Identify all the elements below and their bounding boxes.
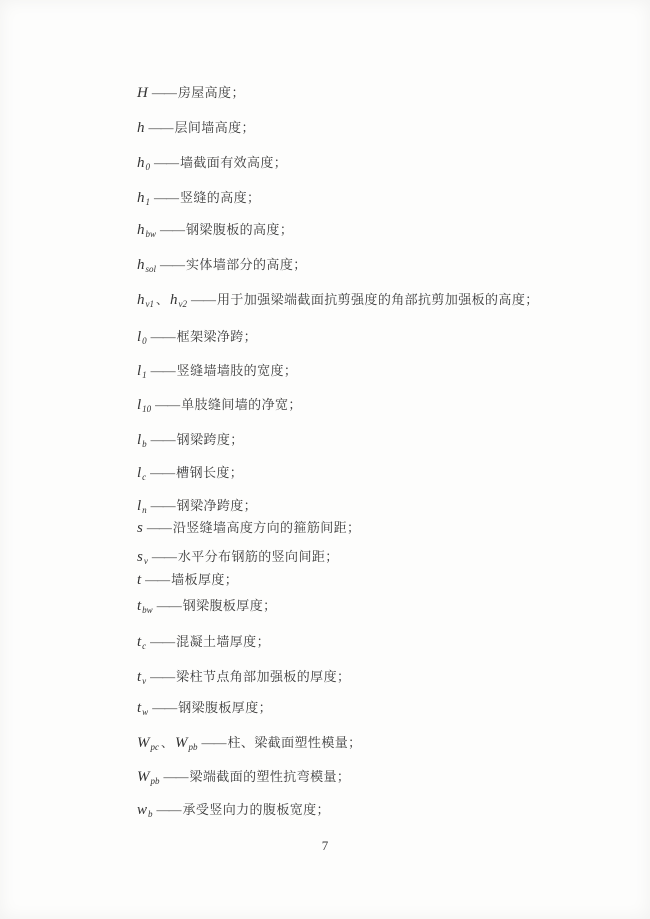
symbol-subscript: b (142, 439, 147, 449)
symbol-base: t (137, 572, 142, 588)
symbol (137, 255, 156, 275)
em-dash: —— (156, 802, 181, 817)
symbol-definition-row (137, 733, 610, 753)
symbol-subscript: bw (142, 605, 153, 615)
symbol (137, 220, 156, 240)
symbol-definition-row (137, 220, 610, 240)
em-dash: —— (154, 190, 178, 205)
symbol-definition-row (137, 430, 610, 450)
em-dash: —— (151, 549, 176, 564)
definition-text: 单肢缝间墙的净宽； (181, 397, 302, 412)
definition-text: 槽钢长度； (176, 465, 244, 480)
em-dash: —— (163, 769, 188, 784)
symbol-subscript: 0 (142, 336, 147, 346)
symbol-base: t (137, 669, 142, 685)
symbol (137, 153, 150, 173)
symbol-base: t (137, 598, 142, 614)
definition-text: 钢梁腹板厚度； (182, 598, 277, 613)
symbol-definition-row (137, 518, 610, 538)
symbol (137, 800, 153, 820)
symbol-definition-row (137, 496, 610, 516)
em-dash: —— (150, 465, 175, 480)
symbol (137, 83, 148, 103)
em-dash: —— (150, 363, 175, 378)
em-dash: —— (145, 572, 170, 587)
definition-text: 框架梁净跨； (176, 329, 258, 344)
definition-text: 墙板厚度； (171, 572, 239, 587)
symbol-definition-row (137, 327, 610, 347)
symbol-base: l (137, 363, 142, 379)
symbol-base: h (137, 120, 145, 136)
definition-text: 沿竖缝墙高度方向的箍筋间距； (172, 520, 361, 535)
symbol-definition-row (137, 570, 610, 590)
symbol-base: l (137, 397, 142, 413)
definition-text: 梁端截面的塑性抗弯模量； (189, 769, 351, 784)
symbol (137, 118, 145, 138)
definition-text: 层间墙高度； (174, 120, 255, 135)
symbol (137, 395, 151, 415)
definition-text: 钢梁腹板厚度； (178, 700, 272, 715)
symbol-subscript: c (142, 641, 147, 651)
definition-text: 竖缝的高度； (180, 190, 261, 205)
symbol-subscript: 1 (142, 370, 147, 380)
symbol-subscript: v (142, 676, 147, 686)
symbol-base: w (137, 802, 148, 818)
em-dash: —— (148, 120, 173, 135)
em-dash: —— (156, 598, 181, 613)
symbol (137, 496, 147, 516)
definition-text: 钢梁净跨度； (176, 498, 258, 513)
definition-text: 钢梁腹板的高度； (186, 222, 294, 237)
symbol-subscript: v (143, 556, 148, 566)
symbol (137, 767, 160, 787)
symbol-base: s (137, 549, 143, 565)
symbol (137, 361, 147, 381)
symbol-subscript: v1 (145, 299, 154, 309)
definition-text: 柱、梁截面塑性模量； (227, 735, 362, 750)
symbol-definition-row (137, 361, 610, 381)
definition-text: 混凝土墙厚度； (176, 634, 270, 649)
em-dash: —— (150, 634, 175, 649)
symbol-base: W (137, 769, 150, 785)
em-dash: —— (160, 222, 185, 237)
em-dash: —— (154, 155, 178, 170)
symbol-base: W (137, 735, 150, 751)
symbol-definition-row (137, 118, 610, 138)
symbol-definition-row (137, 767, 610, 787)
symbol-base: l (137, 329, 142, 345)
symbol-definition-row (137, 596, 610, 616)
symbol-base: l (137, 465, 142, 481)
em-dash: —— (191, 292, 216, 307)
symbol-separator: 、 (156, 293, 169, 307)
symbol-subscript: 10 (142, 404, 152, 414)
definition-text: 钢梁跨度； (176, 432, 244, 447)
symbol-definition-row (137, 698, 610, 718)
em-dash: —— (150, 498, 175, 513)
definition-text: 用于加强梁端截面抗剪强度的角部抗剪加强板的高度； (217, 292, 539, 307)
symbol (137, 570, 141, 590)
symbol-definition-row (137, 463, 610, 483)
symbol-subscript: pc (150, 742, 159, 752)
symbol-definition-row (137, 290, 610, 310)
symbol-subscript: 0 (145, 162, 150, 172)
symbol-definition-row (137, 255, 610, 275)
symbol (137, 733, 159, 753)
symbol-base: l (137, 498, 142, 514)
definition-text: 墙截面有效高度； (180, 155, 288, 170)
em-dash: —— (160, 257, 185, 272)
symbol-base: h (137, 257, 145, 273)
symbol (137, 290, 154, 310)
symbol-base: t (137, 634, 142, 650)
symbol (175, 733, 198, 753)
symbol-definition-row (137, 153, 610, 173)
em-dash: —— (201, 735, 226, 750)
symbol-base: h (137, 190, 145, 206)
symbol-subscript: b (148, 809, 153, 819)
definition-text: 梁柱节点角部加强板的厚度； (176, 669, 351, 684)
symbol-subscript: pb (150, 776, 160, 786)
page-number: 7 (321, 838, 329, 853)
symbol-definition-row (137, 800, 610, 820)
symbol-separator: 、 (161, 736, 174, 750)
symbol-subscript: c (142, 472, 147, 482)
symbol-definition-row (137, 395, 610, 415)
symbol-definition-row (137, 667, 610, 687)
symbol-subscript: 1 (145, 197, 150, 207)
em-dash: —— (150, 432, 175, 447)
symbol-definition-row (137, 547, 610, 567)
em-dash: —— (146, 520, 171, 535)
symbol (137, 188, 150, 208)
symbol-base: h (137, 155, 145, 171)
symbol-base: h (137, 222, 145, 238)
symbol (137, 547, 148, 567)
symbol-subscript: v2 (178, 299, 188, 309)
symbol-base: H (137, 85, 148, 101)
symbol (137, 327, 147, 347)
symbol (137, 518, 143, 538)
definition-text: 竖缝墙墙肢的宽度； (176, 363, 298, 378)
symbol (137, 596, 153, 616)
symbol-base: h (137, 292, 145, 308)
symbol (137, 667, 146, 687)
symbol-base: t (137, 700, 142, 716)
em-dash: —— (150, 329, 175, 344)
definition-text: 实体墙部分的高度； (186, 257, 307, 272)
symbol (170, 290, 187, 310)
symbol (137, 430, 147, 450)
symbol (137, 698, 148, 718)
symbol-base: l (137, 432, 142, 448)
em-dash: —— (152, 700, 177, 715)
symbol-subscript: w (142, 707, 149, 717)
definition-text: 承受竖向力的腹板宽度； (182, 802, 330, 817)
symbol (137, 632, 146, 652)
em-dash: —— (151, 85, 176, 100)
symbol-base: h (170, 292, 178, 308)
symbol-base: W (175, 735, 188, 751)
em-dash: —— (155, 397, 180, 412)
em-dash: —— (150, 669, 175, 684)
symbol-definition-row (137, 188, 610, 208)
symbol-subscript: n (142, 505, 147, 515)
symbol-subscript: sol (145, 264, 157, 274)
symbol-subscript: bw (145, 229, 157, 239)
definition-text: 水平分布钢筋的竖向间距； (177, 549, 339, 564)
symbol-base: s (137, 520, 143, 536)
definition-text: 房屋高度； (177, 85, 245, 100)
symbol-definition-row (137, 83, 610, 103)
symbol-subscript: pb (188, 742, 198, 752)
symbol (137, 463, 146, 483)
symbol-definition-row (137, 632, 610, 652)
